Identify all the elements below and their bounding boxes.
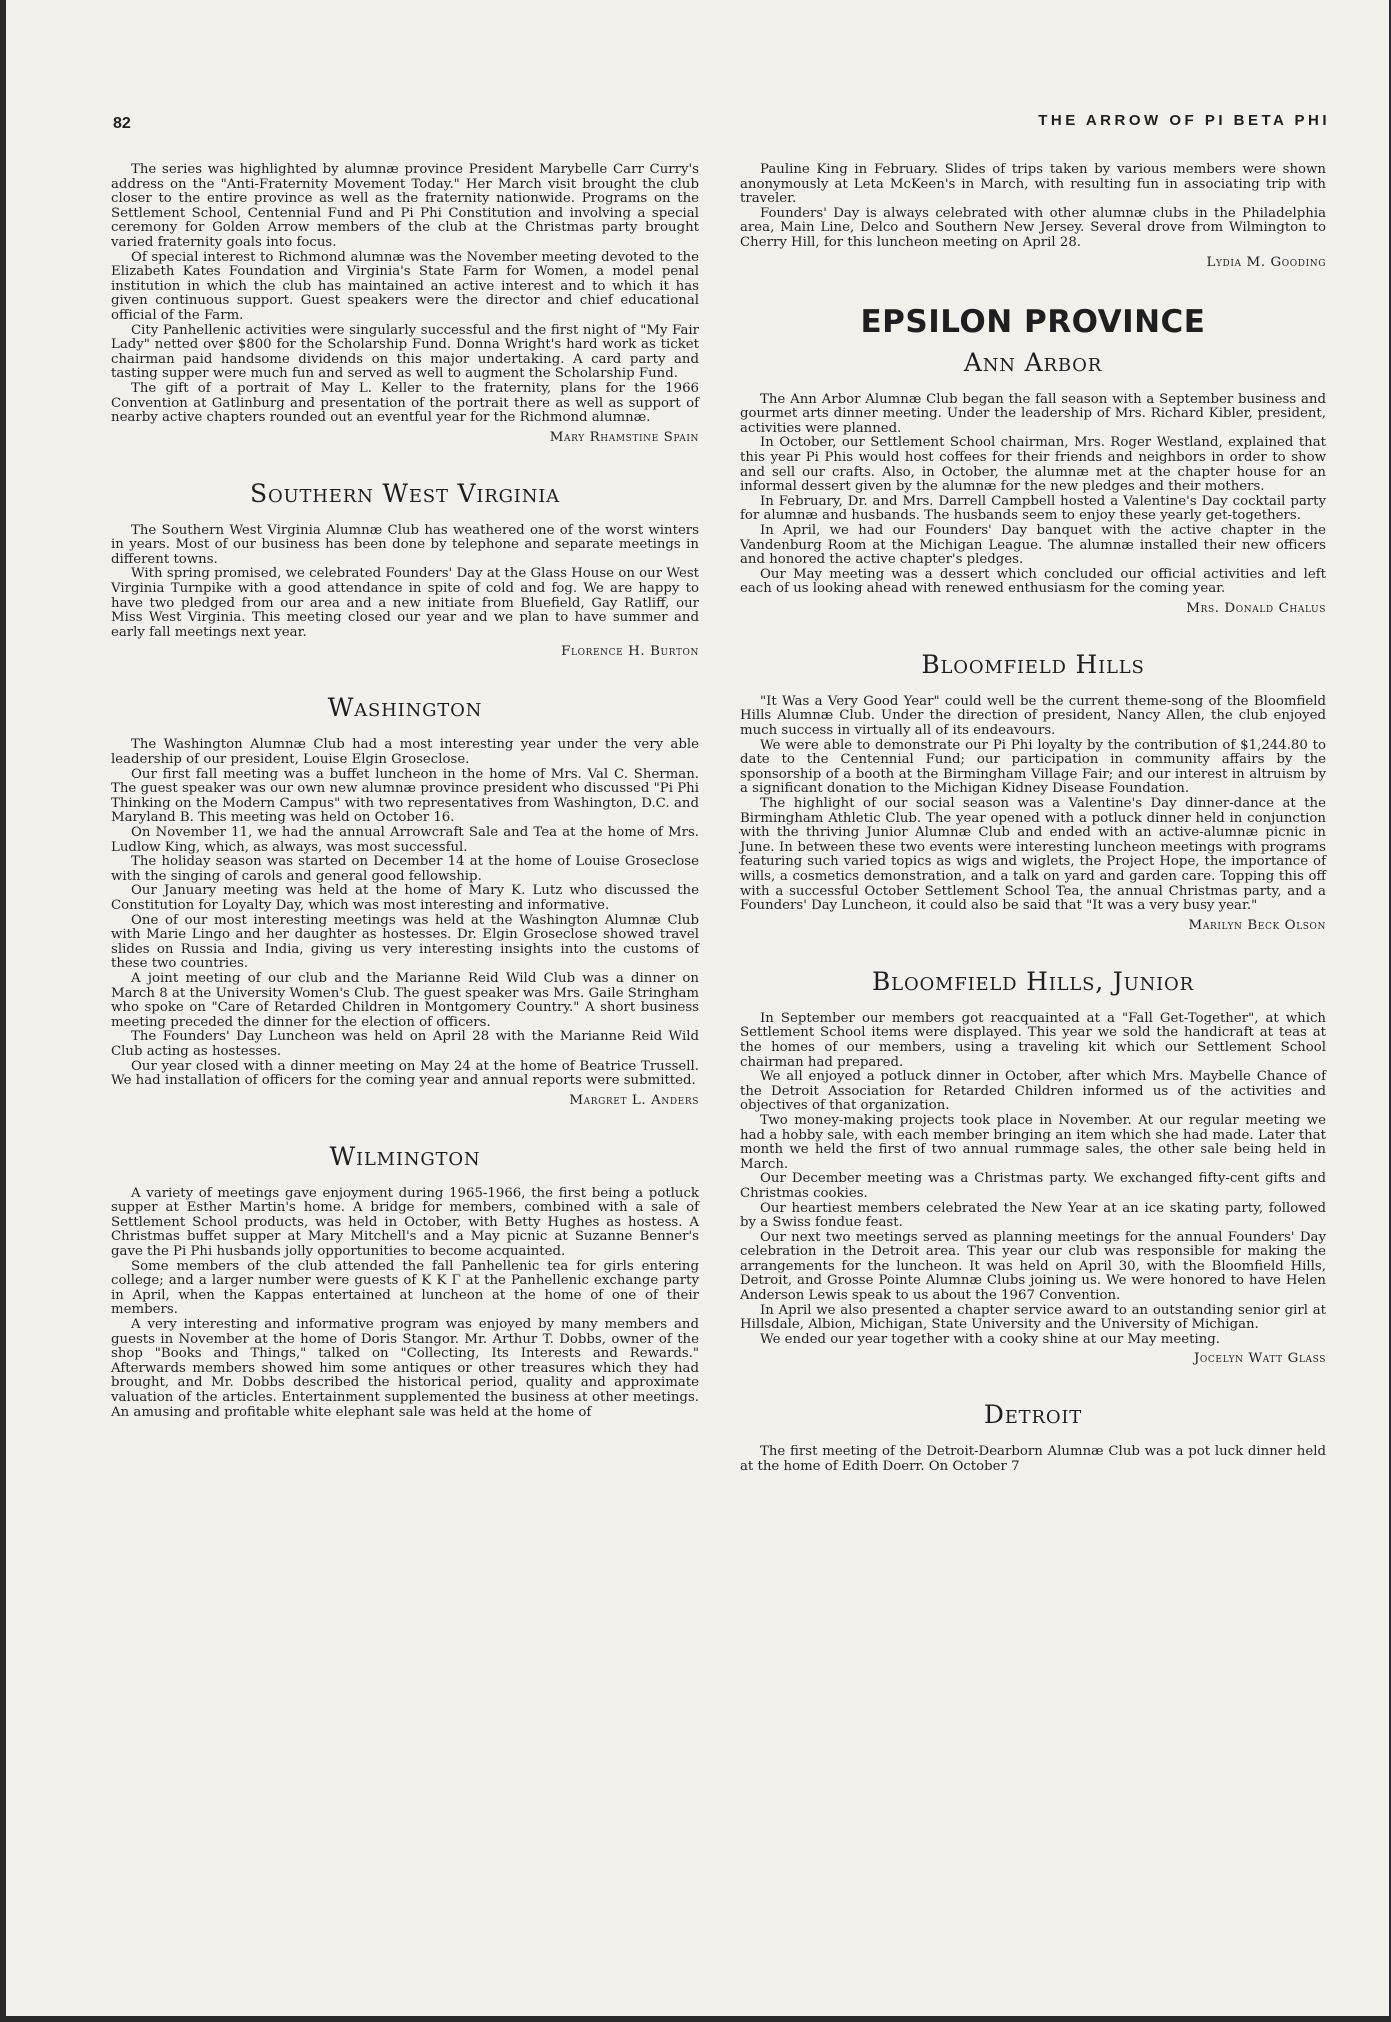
wilmington-report-continued bbox=[740, 163, 1326, 251]
paragraph: The highlight of our social season was a Valentine's Day dinner-dance at the Birmingham Athletic Club. The year opened with a potluck dinner held in conjunction with the thriving Junior Alumnæ Club and ended with an active-alumnæ picnic in June. In between these two events were interesting luncheon meetings with programs featuring such varied topics as wigs and wiglets, the Project Hope, the importance of wills, a cosmetics demonstration, and a talk on yard and garden care. Topping this off with a successful October Settlement School Tea, the annual Christmas party, and a Founders' Day Luncheon, it could also be said that "It was a very busy year." bbox=[740, 796, 1326, 914]
running-title: THE ARROW OF PI BETA PHI bbox=[1038, 112, 1330, 129]
paragraph: In October, our Settlement School chairman, Mrs. Roger Westland, explained that this year Pi Phis would host coffees for their friends and neighbors in order to show and sell our crafts. Also, in October, the alumnæ met at the chapter house for an informal dessert given by the alumnæ for the new pledges and their mothers. bbox=[740, 435, 1326, 495]
paragraph: Pauline King in February. Slides of trips taken by various members were shown anonymously at Leta McKeen's in March, with resulting fun in associating trip with traveler. bbox=[740, 162, 1326, 207]
wilmington-report bbox=[111, 1187, 699, 1421]
paragraph: The series was highlighted by alumnæ province President Marybelle Carr Curry's address on the "Anti-Fraternity Movement Today." Her March visit brought the club closer to the entire province as well as the fraternity nationwide. Programs on the Settlement School, Centennial Fund and Pi Phi Constitution and involving a special ceremony for Golden Arrow members of the club at the Christmas party brought varied fraternity goals into focus. bbox=[111, 162, 699, 250]
paragraph: The gift of a portrait of May L. Keller to the fraternity, plans for the 1966 Convention at Gatlinburg and presentation of the portrait there as well as support of nearby active chapters rounded out an eventful year for the Richmond alumnæ. bbox=[111, 380, 699, 426]
signature: Marilyn Beck Olson bbox=[1188, 917, 1326, 933]
paragraph: Founders' Day is always celebrated with other alumnæ clubs in the Philadelphia area, Main Line, Delco and Southern New Jersey. Several drove from Wilmington to Cherry Hill, for this luncheon meeting on April 28. bbox=[740, 205, 1326, 250]
paragraph: Our December meeting was a Christmas party. We exchanged fifty-cent gifts and Christmas cookies. bbox=[740, 1171, 1326, 1201]
paragraph: "It Was a Very Good Year" could well be the current theme-song of the Bloomfield Hills Alumnæ Club. Under the direction of president, Nancy Allen, the club enjoyed much success in virtually all of its endeavours. bbox=[740, 693, 1326, 739]
left-column bbox=[111, 163, 699, 1420]
paragraph: We were able to demonstrate our Pi Phi loyalty by the contribution of $1,244.80 to date to the Centennial Fund; our participation in community affairs by the sponsorship of a booth at the Birmingham Village Fair; and our interest in altruism by a significant donation to the Michigan Kidney Disease Foundation. bbox=[740, 737, 1326, 797]
paragraph: The Southern West Virginia Alumnæ Club has weathered one of the worst winters in years. Most of our business has been done by telephone and separate meetings in different towns. bbox=[111, 522, 699, 567]
paragraph: The first meeting of the Detroit-Dearborn Alumnæ Club was a pot luck dinner held at the home of Edith Doerr. On October 7 bbox=[740, 1444, 1326, 1475]
signature: Mrs. Donald Chalus bbox=[1186, 600, 1326, 616]
paragraph: Our January meeting was held at the home of Mary K. Lutz who discussed the Constitution for Loyalty Day, which was most interesting and informative. bbox=[111, 883, 699, 913]
paragraph: We ended our year together with a cooky shine at our May meeting. bbox=[760, 1331, 1221, 1347]
signature: Mary Rhamstine Spain bbox=[549, 429, 699, 445]
detroit-report bbox=[740, 1445, 1326, 1474]
paragraph: A very interesting and informative program was enjoyed by many members and guests in November at the home of Doris Stangor. Mr. Arthur T. Dobbs, owner of the shop "Books and Things," talked on "Collecting, Its Interests and Rewards." Afterwards members showed him some antiques or other treasures which they had brought, and Mr. Dobbs described the historical period, quality and approximate valuation of the articles. Entertainment supplemented the business at other meetings. An amusing and profitable white elephant sale was held at the home of bbox=[111, 1317, 699, 1420]
club-heading: Detroit bbox=[983, 1400, 1083, 1430]
paragraph: Some members of the club attended the fall Panhellenic tea for girls entering college; and a larger number were guests of Κ Κ Γ at the Panhellenic exchange party in April, when the Kappas entertained at luncheon at the home of one of their members. bbox=[111, 1258, 699, 1318]
paragraph: We all enjoyed a potluck dinner in October, after which Mrs. Maybelle Chance of the Detroit Association for Retarded Children informed us of the activities and objectives of that organization. bbox=[740, 1069, 1326, 1114]
paragraph: A joint meeting of our club and the Marianne Reid Wild Club was a dinner on March 8 at the University Women's Club. The guest speaker was Mrs. Gaile Stringham who spoke on "Care of Retarded Children in Montgomery Country." A short business meeting preceded the dinner for the election of officers. bbox=[111, 970, 699, 1030]
paragraph: Our heartiest members celebrated the New Year at an ice skating party, followed by a Swiss fondue feast. bbox=[740, 1200, 1326, 1231]
paragraph: The Founders' Day Luncheon was held on April 28 with the Marianne Reid Wild Club acting as hostesses. bbox=[111, 1029, 699, 1059]
page-number: 82 bbox=[113, 115, 131, 132]
bloomfield-hills-junior-report bbox=[740, 1012, 1326, 1348]
paragraph: In February, Dr. and Mrs. Darrell Campbell hosted a Valentine's Day cocktail party for alumnæ and husbands. The husbands seem to enjoy these yearly get-togethers. bbox=[740, 493, 1326, 524]
richmond-report bbox=[111, 163, 699, 426]
club-heading: Ann Arbor bbox=[963, 347, 1103, 377]
bloomfield-hills-report bbox=[740, 695, 1326, 914]
club-heading: Bloomfield Hills, Junior bbox=[872, 966, 1194, 996]
club-heading: Southern West Virginia bbox=[250, 478, 560, 508]
signature: Jocelyn Watt Glass bbox=[1193, 1351, 1326, 1367]
signature: Lydia M. Gooding bbox=[1206, 254, 1326, 270]
paragraph: Our year closed with a dinner meeting on May 24 at the home of Beatrice Trussell. We had installation of officers for the coming year and annual reports were submitted. bbox=[111, 1058, 699, 1089]
paragraph: In April we also presented a chapter service award to an outstanding senior girl at Hillsdale, Albion, Michigan, State University and the University of Michigan. bbox=[740, 1302, 1326, 1333]
paragraph: In September our members got reacquainted at a "Fall Get-Together", at which Settlement School items were displayed. This year we sold the handicraft at teas at the homes of our members, using a traveling kit which our Settlement School chairman had prepared. bbox=[740, 1010, 1326, 1070]
paragraph: The Ann Arbor Alumnæ Club began the fall season with a September business and gourmet arts dinner meeting. Under the leadership of Mrs. Richard Kibler, president, activities were planned. bbox=[740, 391, 1326, 436]
southern-west-virginia-report bbox=[111, 524, 699, 641]
paragraph: One of our most interesting meetings was held at the Washington Alumnæ Club with Marie Lingo and her daughter as hostesses. Dr. Elgin Groseclose showed travel slides on Russia and India, giving us very interesting insights into the customs of these two countries. bbox=[111, 912, 699, 972]
magazine-page bbox=[6, 0, 1389, 2016]
paragraph: City Panhellenic activities were singularly successful and the first night of "My Fair Lady" netted over $800 for the Scholarship Fund. Donna Wright's hard work as ticket chairman paid handsome dividends on this major undertaking. A card party and tasting supper were much fun and served as well to augment the Scholarship Fund. bbox=[111, 322, 699, 382]
paragraph: On November 11, we had the annual Arrowcraft Sale and Tea at the home of Mrs. Ludlow King, which, as always, was most successful. bbox=[111, 825, 699, 855]
paragraph: Two money-making projects took place in November. At our regular meeting we had a hobby sale, with each member bringing an item which she had made. Later that month we held the first of two annual rummage sales, the other sale being held in March. bbox=[740, 1112, 1326, 1172]
paragraph: In April, we had our Founders' Day banquet with the active chapter in the Vandenburg Room at the Michigan League. The alumnæ installed their new officers and honored the active chapter's pledges. bbox=[740, 522, 1326, 568]
paragraph: Of special interest to Richmond alumnæ was the November meeting devoted to the Elizabeth Kates Foundation and Virginia's State Farm for Women, a model penal institution in which the club has maintained an active interest and to which it has given continuous support. Guest speakers were the director and chief educational official of the Farm. bbox=[111, 249, 699, 323]
paragraph: The holiday season was started on December 14 at the home of Louise Groseclose with the singing of carols and general good fellowship. bbox=[111, 854, 699, 884]
paragraph: Our May meeting was a dessert which concluded our official activities and left each of us looking ahead with renewed enthusiasm for the coming year. bbox=[740, 566, 1326, 597]
right-column bbox=[740, 163, 1326, 1475]
club-heading: Bloomfield Hills bbox=[921, 649, 1145, 679]
paragraph: The Washington Alumnæ Club had a most interesting year under the very able leadership of our president, Louise Elgin Groseclose. bbox=[111, 737, 699, 768]
province-heading: EPSILON PROVINCE bbox=[860, 303, 1206, 340]
ann-arbor-report bbox=[740, 393, 1326, 597]
paragraph: Our next two meetings served as planning meetings for the annual Founders' Day celebration in the Detroit area. This year our club was responsible for making the arrangements for the luncheon. It was held on April 30, with the Bloomfield Hills, Detroit, and Grosse Pointe Alumnæ Clubs joining us. We were honored to have Helen Anderson Lewis speak to us about the 1967 Convention. bbox=[740, 1229, 1326, 1304]
paragraph: Our first fall meeting was a buffet luncheon in the home of Mrs. Val C. Sherman. The guest speaker was our own new alumnæ province president who discussed "Pi Phi Thinking on the Modern Campus" with two representatives from Washington, D.C. and Maryland B. This meeting was held on October 16. bbox=[111, 766, 699, 826]
signature: Margret L. Anders bbox=[569, 1092, 699, 1108]
washington-report bbox=[111, 738, 699, 1088]
signature: Florence H. Burton bbox=[561, 644, 699, 660]
club-heading: Washington bbox=[327, 693, 483, 723]
paragraph: With spring promised, we celebrated Founders' Day at the Glass House on our West Virginia Turnpike with a good attendance in spite of cold and fog. We are happy to have two pledged from our area and a new initiate from Bluefield, Gay Ratliff, our Miss West Virginia. This meeting closed our year and we plan to have summer and early fall meetings next year. bbox=[111, 566, 699, 640]
paragraph: A variety of meetings gave enjoyment during 1965-1966, the first being a potluck supper at Esther Martin's home. A bridge for members, combined with a sale of Settlement School products, was held in October, with Betty Hughes as hostess. A Christmas buffet supper at Mary Mitchell's and a May picnic at Suzanne Benner's gave the Pi Phi husbands jolly opportunities to become acquainted. bbox=[111, 1185, 699, 1260]
club-heading: Wilmington bbox=[329, 1141, 481, 1171]
